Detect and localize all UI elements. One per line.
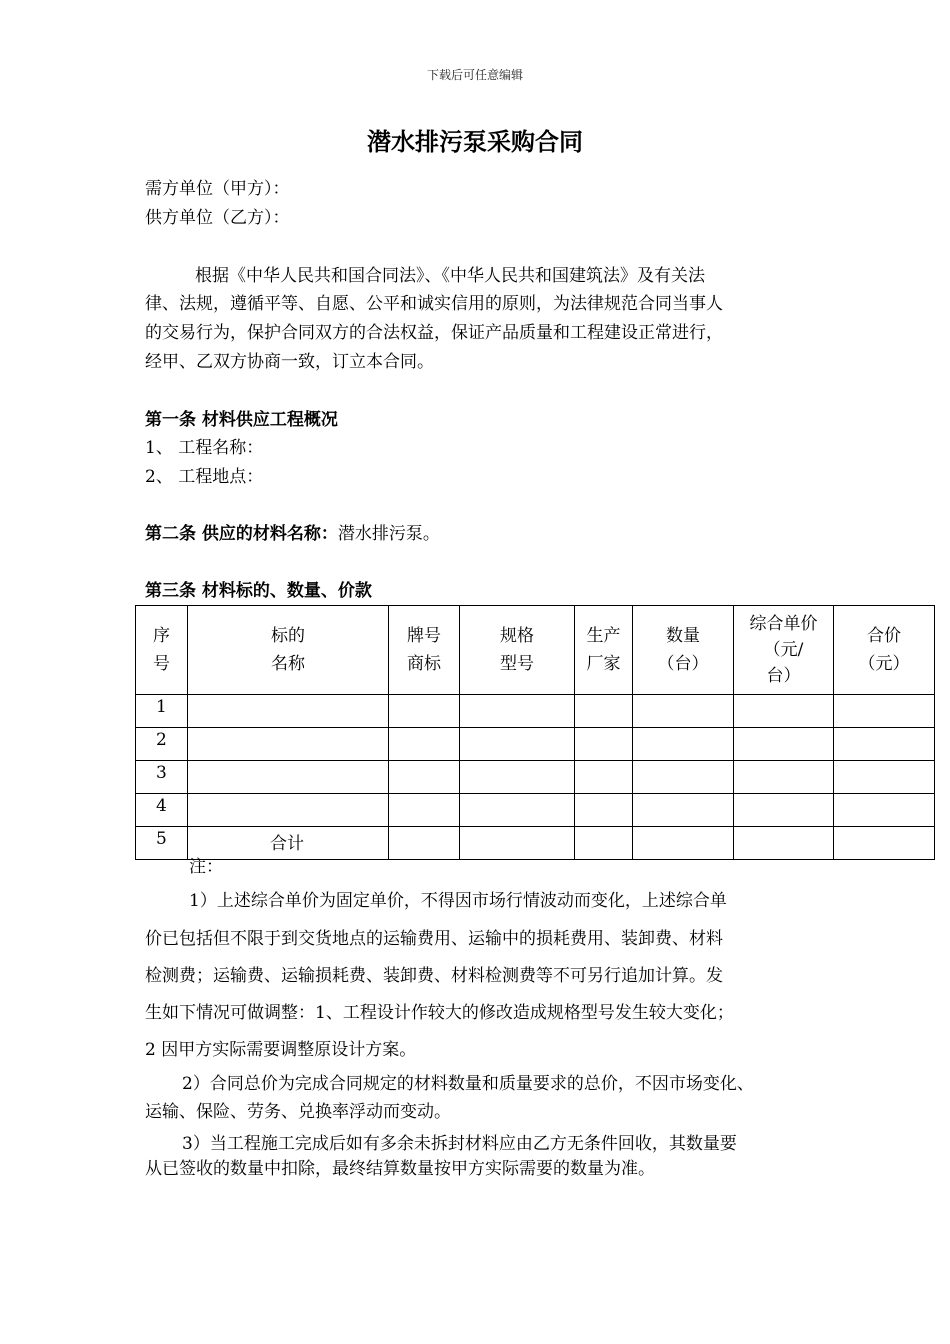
article2 bbox=[145, 519, 440, 544]
table-header-row bbox=[136, 606, 935, 695]
col-header-brand: 牌号 商标 bbox=[389, 606, 460, 695]
note2-line: 2）合同总价为完成合同规定的材料数量和质量要求的总价，不因市场变化、 bbox=[182, 1074, 754, 1094]
table-row bbox=[136, 827, 935, 860]
col-header-maker: 生产 厂家 bbox=[575, 606, 633, 695]
article1-item: 2、 工程地点： bbox=[145, 467, 264, 487]
col-header-unit-price: 综合单价 （元/ 台） bbox=[734, 606, 834, 695]
header-note: 下载后可任意编辑 bbox=[426, 68, 523, 82]
materials-table bbox=[135, 605, 935, 860]
cell-name bbox=[188, 794, 389, 827]
article2-heading: 第二条 供应的材料名称： bbox=[145, 524, 338, 544]
intro-line: 律、法规，遵循平等、自愿、公平和诚实信用的原则，为法律规范合同当事人 bbox=[145, 294, 723, 314]
cell-index: 2 bbox=[136, 728, 188, 761]
article1-item: 1、 工程名称： bbox=[145, 438, 264, 458]
cell-name bbox=[188, 695, 389, 728]
note3-line: 从已签收的数量中扣除，最终结算数量按甲方实际需要的数量为准。 bbox=[145, 1159, 655, 1179]
note1-line: 1）上述综合单价为固定单价，不得因市场行情波动而变化，上述综合单 bbox=[189, 891, 727, 911]
table-row bbox=[136, 695, 935, 728]
note1-line: 检测费；运输费、运输损耗费、装卸费、材料检测费等不可另行追加计算。发 bbox=[145, 966, 723, 986]
col-header-quantity: 数量 （台） bbox=[633, 606, 734, 695]
buyer-party: 需方单位（甲方）： bbox=[145, 179, 290, 199]
article2-value: 潜水排污泵。 bbox=[337, 524, 440, 544]
col-header-index: 序 号 bbox=[136, 606, 188, 695]
cell-index: 1 bbox=[136, 695, 188, 728]
note2-line: 运输、保险、劳务、兑换率浮动而变动。 bbox=[145, 1102, 451, 1122]
cell-index: 4 bbox=[136, 794, 188, 827]
article1-heading: 第一条 材料供应工程概况 bbox=[145, 410, 338, 430]
intro-line: 经甲、乙双方协商一致，订立本合同。 bbox=[145, 352, 434, 372]
table-row bbox=[136, 728, 935, 761]
seller-party: 供方单位（乙方）： bbox=[145, 208, 290, 228]
col-header-name: 标的 名称 bbox=[188, 606, 389, 695]
notes-label: 注： bbox=[189, 857, 223, 877]
table-row bbox=[136, 794, 935, 827]
intro-line: 根据《中华人民共和国合同法》、《中华人民共和国建筑法》及有关法 bbox=[195, 266, 705, 286]
note3-line: 3）当工程施工完成后如有多余未拆封材料应由乙方无条件回收，其数量要 bbox=[182, 1134, 737, 1154]
note1-line: 生如下情况可做调整：1、工程设计作较大的修改造成规格型号发生较大变化； bbox=[145, 1003, 734, 1023]
cell-total-label: 合计 bbox=[188, 827, 389, 860]
col-header-spec: 规格 型号 bbox=[460, 606, 575, 695]
cell-index: 3 bbox=[136, 761, 188, 794]
page-title: 潜水排污泵采购合同 bbox=[367, 127, 583, 156]
cell-name bbox=[188, 728, 389, 761]
note1-line: 2 因甲方实际需要调整原设计方案。 bbox=[145, 1040, 417, 1060]
note1-line: 价已包括但不限于到交货地点的运输费用、运输中的损耗费用、装卸费、材料 bbox=[145, 929, 723, 949]
intro-line: 的交易行为，保护合同双方的合法权益，保证产品质量和工程建设正常进行， bbox=[145, 323, 723, 343]
cell-index: 5 bbox=[136, 827, 188, 860]
table-row bbox=[136, 761, 935, 794]
cell-name bbox=[188, 761, 389, 794]
col-header-total: 合价 （元） bbox=[834, 606, 935, 695]
article3-heading: 第三条 材料标的、数量、价款 bbox=[145, 581, 372, 601]
